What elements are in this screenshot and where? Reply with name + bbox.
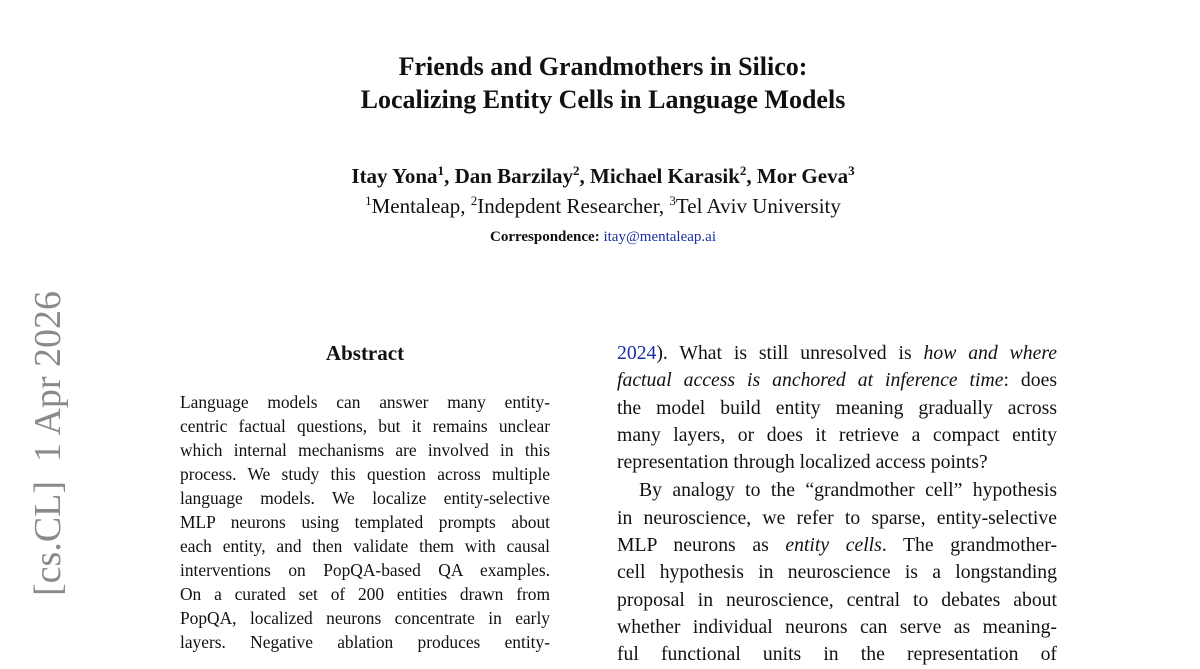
intro-line: representation through localized access points? [617,451,988,474]
intro-line: in neuroscience, we refer to sparse, entity-selective [617,506,1057,529]
intro-line: ful functional units in the representation of [617,643,1057,666]
abstract-line: layers. Negative ablation produces entity- [180,632,550,652]
intro-line [617,532,1057,559]
abstract-line: MLP neurons using templated prompts about [180,512,550,532]
abstract-line: interventions on PopQA-based QA examples. [180,560,550,580]
intro-emphasis: how and where [923,342,1057,364]
abstract-heading: Abstract [325,341,405,365]
author-name: Dan Barzilay [454,164,573,188]
affil-name: Mentaleap [371,194,461,218]
abstract-line: language models. We localize entity-selective [180,488,550,508]
author-affil-mark: 1 [437,162,445,178]
intro-line: cell hypothesis in neuroscience is a longstanding [617,561,1057,584]
abstract-line: Language models can answer many entity- [180,392,550,412]
intro-line: whether individual neurons can serve as meaning- [617,615,1057,638]
abstract-body [180,390,550,654]
intro-paragraph-2 [617,477,1057,668]
intro-text: ). What is still unresolved is [656,342,924,364]
affil-name: Indepdent Researcher [477,194,659,218]
intro-text: . The grandmother- [881,534,1057,557]
author-affil-mark: 2 [572,162,580,178]
author-list: Itay Yona$^1$, Dan Barzilay$^2$, Michael Karasik$^2$, Mor Geva$^3$ [351,162,855,188]
intro-line: the model build entity meaning gradually across [617,396,1057,419]
intro-line [617,340,1057,367]
abstract-line: which internal mechanisms are involved in this [180,440,550,460]
intro-emphasis: entity cells [785,534,882,557]
title-line-1: Friends and Grandmothers in Silico: [398,52,808,81]
author-affil-mark: 2 [739,162,747,178]
intro-text: MLP neurons as [617,534,786,557]
abstract-line: process. We study this question across multiple [180,464,550,484]
intro-line: By analogy to the “grandmother cell” hypothesis [639,479,1057,502]
citation-link[interactable]: 2024 [617,342,657,364]
intro-column [617,340,1057,669]
correspondence [200,227,1006,247]
arxiv-date: 1 Apr 2026 [27,290,69,462]
affil-mark: 1 [365,192,372,208]
affil-mark: 3 [669,192,676,208]
paper-title [200,50,1006,116]
affiliation-list: $^1$Mentaleap, $^2$Indepdent Researcher, $^3$Tel Aviv University [365,192,841,218]
author-affil-mark: 3 [848,162,855,178]
arxiv-category: [cs.CL] [27,480,69,596]
affil-mark: 2 [470,192,478,208]
intro-line [617,367,1057,394]
correspondence-email-link[interactable]: itay@mentaleap.ai [603,229,716,245]
abstract-line: On a curated set of 200 entities drawn from [180,584,550,604]
intro-line: many layers, or does it retrieve a compact entity [617,423,1057,446]
arxiv-margin-stamp [26,291,70,596]
abstract-line: centric factual questions, but it remains unclear [180,416,550,436]
intro-emphasis: factual access is anchored at inference time [617,369,1004,392]
intro-line: proposal in neuroscience, central to debates about [617,588,1057,611]
affil-name: Tel Aviv University [675,194,841,218]
author-name: Itay Yona [351,164,438,188]
intro-text: : does [1003,369,1057,392]
abstract-line: each entity, and then validate them with causal [180,536,550,556]
abstract-line: PopQA, localized neurons concentrate in early [180,608,550,628]
title-line-2: Localizing Entity Cells in Language Models [360,85,846,114]
intro-paragraph-1 [617,340,1057,476]
author-name: Michael Karasik [590,164,740,188]
author-name: Mor Geva [756,164,849,188]
correspondence-label: Correspondence: [490,229,600,245]
